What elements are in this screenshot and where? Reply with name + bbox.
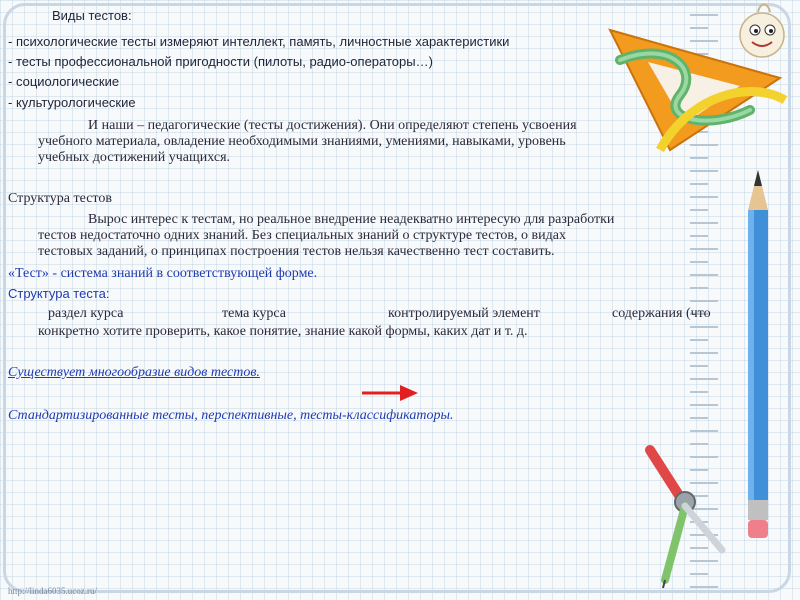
paragraph-line: учебного материала, овладение необходимыми знаниями, умениями, навыками, уровень: [38, 134, 566, 149]
bullet-item: - культурологические: [8, 95, 136, 110]
paragraph-line: тестовых заданий, о принципах построения тестов нельзя качественно тест составить.: [38, 244, 555, 259]
bullet-item: - социологические: [8, 74, 120, 89]
component-label: контролируемый элемент: [388, 306, 540, 321]
pencil-icon: [738, 170, 778, 540]
component-label: тема курса: [222, 306, 287, 321]
test-definition: «Тест» - система знаний в соответствующей форме.: [8, 266, 318, 281]
component-label: содержания (что: [612, 306, 711, 321]
component-label: раздел курса: [48, 306, 124, 321]
paragraph-line: И наши – педагогические (тесты достижения). Они определяют степень усвоения: [88, 118, 577, 133]
paragraph-line: учебных достижений учащихся.: [38, 150, 231, 165]
paragraph-line: тестов недостаточно одних знаний. Без специальных знаний о структуре тестов, о видах: [38, 228, 566, 243]
bullet-item: - психологические тесты измеряют интеллект, память, личностные характеристики: [8, 34, 510, 49]
red-arrow-icon: [360, 381, 422, 405]
compass-icon: [630, 440, 740, 590]
bullet-item: - тесты профессиональной пригодности (пилоты, радио-операторы…): [8, 54, 433, 69]
variety-statement: Существует многообразие видов тестов.: [8, 365, 260, 380]
heading-test-types: Виды тестов:: [52, 8, 132, 23]
paragraph-line: Вырос интерес к тестам, но реальное внедрение неадекватно интересую для разработки: [88, 212, 615, 227]
standard-tests-line: Стандартизированные тесты, перспективные, тесты-классификаторы.: [8, 408, 454, 423]
footer-url: http://linda6035.ucoz.ru/: [8, 586, 97, 596]
stationery-decoration-icon: [600, 0, 800, 170]
structure-heading: Структура тестов: [8, 191, 112, 206]
components-continuation: конкретно хотите проверить, какое понятие, знание какой формы, каких дат и т. д.: [38, 324, 528, 339]
structure-test-heading: Структура теста:: [8, 286, 110, 301]
